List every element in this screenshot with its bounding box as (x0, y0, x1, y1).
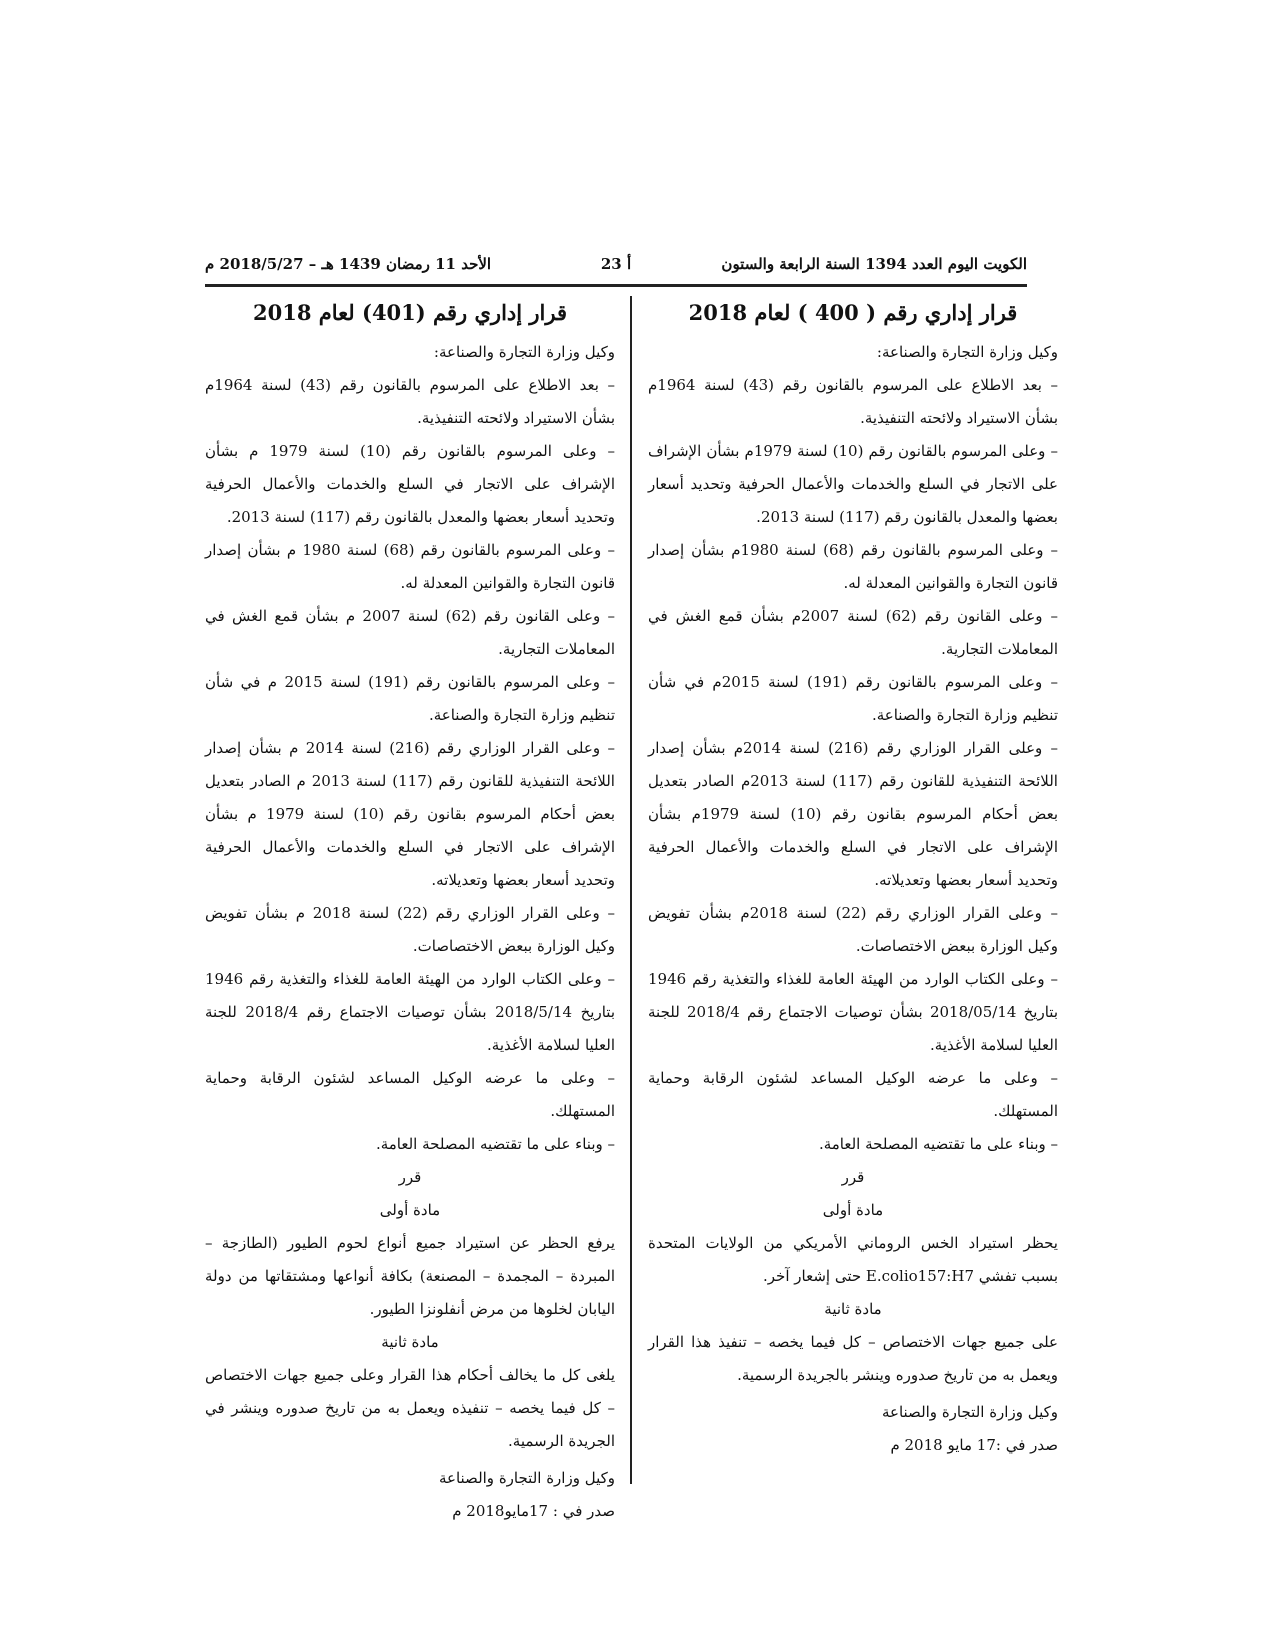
clause: – وعلى القرار الوزاري رقم (216) لسنة 2014 م بشأن إصدار اللائحة التنفيذية للقانون رقم (117) لسنة 2013 م الصادر بتعديل بعض أحكام المرسوم بقانون رقم (10) لسنة 1979 م بشأن الإشراف على الاتجار في السلع والخدمات والأعمال الحرفية وتحديد أسعار بعضها وتعديلاته. (205, 739, 615, 889)
decision-400-title: قرار إداري رقم ( 400 ) لعام 2018 (688, 300, 1018, 325)
signature: وكيل وزارة التجارة والصناعة (881, 1403, 1058, 1421)
clause: – وعلى المرسوم بالقانون رقم (68) لسنة 1980م بشأن إصدار قانون التجارة والقوانين المعدلة له. (648, 541, 1058, 592)
column-divider (630, 296, 632, 1484)
article-1-text: يرفع الحظر عن استيراد جميع أنواع لحوم الطيور (الطازجة – المبردة – المجمدة – المصنعة) بكافة أنواعها ومشتقاتها من دولة اليابان لخلوها من مرض أنفلونزا الطيور. (205, 1234, 615, 1318)
issue-date-line: صدر في :17 مايو 2018 م (890, 1436, 1058, 1454)
issue-date-line: صدر في : 17مايو2018 م (452, 1502, 615, 1520)
page-header (205, 252, 1027, 287)
decision-400-intro: وكيل وزارة التجارة والصناعة: (876, 343, 1058, 361)
signature: وكيل وزارة التجارة والصناعة (438, 1469, 615, 1487)
clause: – وعلى الكتاب الوارد من الهيئة العامة للغذاء والتغذية رقم 1946 بتاريخ 2018/5/14 بشأن توصيات الاجتماع رقم 2018/4 للجنة العليا لسلامة الأغذية. (205, 970, 615, 1054)
clause: – بعد الاطلاع على المرسوم بالقانون رقم (43) لسنة 1964م بشأن الاستيراد ولائحته التنفيذية. (205, 376, 615, 427)
decided-label: قرر (398, 1168, 422, 1186)
issue-date: الأحد 11 رمضان 1439 هـ – 2018/5/27 م (205, 255, 492, 273)
article-1-title: مادة أولى (379, 1201, 441, 1219)
clause: – وعلى القانون رقم (62) لسنة 2007م بشأن قمع الغش في المعاملات التجارية. (648, 607, 1058, 658)
article-2-text: على جميع جهات الاختصاص – كل فيما يخصه – تنفيذ هذا القرار ويعمل به من تاريخ صدوره وينشر بالجريدة الرسمية. (648, 1333, 1058, 1384)
article-1-title: مادة أولى (822, 1201, 884, 1219)
decision-400 (648, 296, 1058, 1462)
clause: – وعلى المرسوم بالقانون رقم (191) لسنة 2015م في شأن تنظيم وزارة التجارة والصناعة. (648, 673, 1058, 724)
clause: – وعلى ما عرضه الوكيل المساعد لشئون الرقابة وحماية المستهلك. (205, 1069, 615, 1120)
clause: – بعد الاطلاع على المرسوم بالقانون رقم (43) لسنة 1964م بشأن الاستيراد ولائحته التنفيذية. (648, 376, 1058, 427)
clause: – وبناء على ما تقتضيه المصلحة العامة. (375, 1135, 615, 1153)
decided-label: قرر (841, 1168, 865, 1186)
article-2-title: مادة ثانية (381, 1333, 439, 1351)
clause: – وعلى ما عرضه الوكيل المساعد لشئون الرقابة وحماية المستهلك. (648, 1069, 1058, 1120)
decision-401-title: قرار إداري رقم (401) لعام 2018 (252, 300, 568, 325)
clause: – وعلى الكتاب الوارد من الهيئة العامة للغذاء والتغذية رقم 1946 بتاريخ 2018/05/14 بشأن توصيات الاجتماع رقم 2018/4 للجنة العليا لسلامة الأغذية. (648, 970, 1058, 1054)
clause: – وعلى المرسوم بالقانون رقم (191) لسنة 2015 م في شأن تنظيم وزارة التجارة والصناعة. (205, 673, 615, 724)
clause: – وعلى المرسوم بالقانون رقم (10) لسنة 1979 م بشأن الإشراف على الاتجار في السلع والخدمات والأعمال الحرفية وتحديد أسعار بعضها والمعدل بالقانون رقم (117) لسنة 2013. (205, 442, 615, 526)
decision-401-intro: وكيل وزارة التجارة والصناعة: (433, 343, 615, 361)
decision-401 (205, 296, 615, 1528)
clause: – وعلى المرسوم بالقانون رقم (10) لسنة 1979م بشأن الإشراف على الاتجار في السلع والخدمات والأعمال الحرفية وتحديد أسعار بعضها والمعدل بالقانون رقم (117) لسنة 2013. (648, 442, 1058, 526)
clause: – وعلى المرسوم بالقانون رقم (68) لسنة 1980 م بشأن إصدار قانون التجارة والقوانين المعدلة له. (205, 541, 615, 592)
clause: – وعلى القرار الوزاري رقم (22) لسنة 2018م بشأن تفويض وكيل الوزارة ببعض الاختصاصات. (648, 904, 1058, 955)
page-number: أ 23 (600, 255, 632, 273)
clause: – وعلى القرار الوزاري رقم (216) لسنة 2014م بشأن إصدار اللائحة التنفيذية للقانون رقم (117) لسنة 2013م الصادر بتعديل بعض أحكام المرسوم بقانون رقم (10) لسنة 1979م بشأن الإشراف على الاتجار في السلع والخدمات والأعمال الحرفية وتحديد أسعار بعضها وتعديلاته. (648, 739, 1058, 889)
clause: – وبناء على ما تقتضيه المصلحة العامة. (818, 1135, 1058, 1153)
gazette-issue: الكويت اليوم العدد 1394 السنة الرابعة والستون (721, 255, 1027, 273)
article-2-title: مادة ثانية (824, 1300, 882, 1318)
clause: – وعلى القانون رقم (62) لسنة 2007 م بشأن قمع الغش في المعاملات التجارية. (205, 607, 615, 658)
article-1-text: يحظر استيراد الخس الروماني الأمريكي من الولايات المتحدة بسبب تفشي E.colio157:H7 حتى إشعار آخر. (648, 1234, 1058, 1285)
article-2-text: يلغى كل ما يخالف أحكام هذا القرار وعلى جميع جهات الاختصاص – كل فيما يخصه – تنفيذه ويعمل به من تاريخ صدوره وينشر في الجريدة الرسمية. (205, 1366, 615, 1450)
clause: – وعلى القرار الوزاري رقم (22) لسنة 2018 م بشأن تفويض وكيل الوزارة ببعض الاختصاصات. (205, 904, 615, 955)
